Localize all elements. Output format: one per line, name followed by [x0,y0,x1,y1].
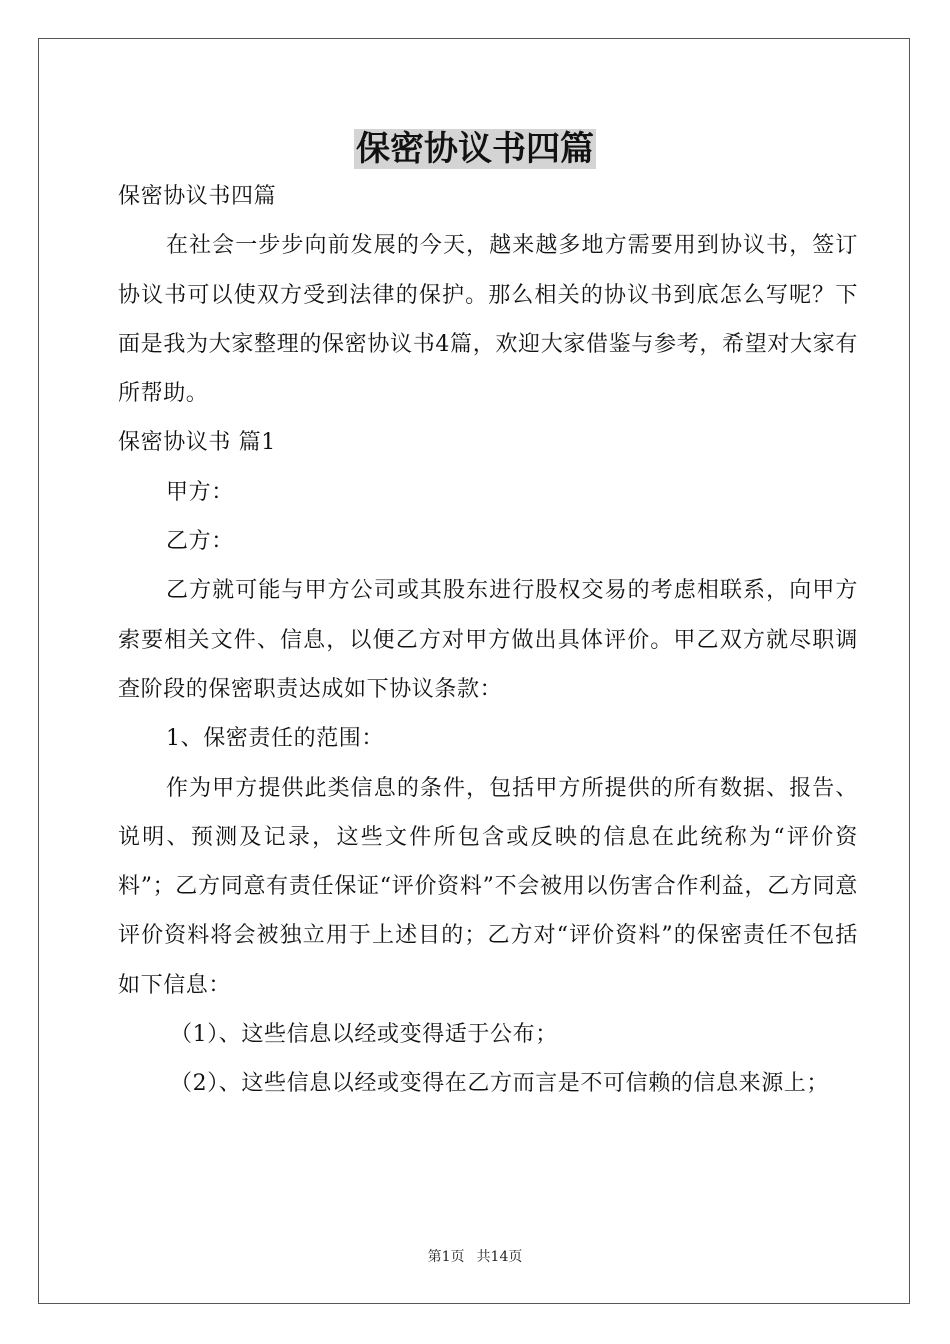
document-title [0,124,950,174]
list-item: （2）、这些信息以经或变得在乙方而言是不可信赖的信息来源上； [170,1071,829,1097]
page-total: 共14页 [476,1249,523,1265]
section-heading: 保密协议书 篇1 [118,430,276,456]
intro-paragraph: 在社会一步步向前发展的今天，越来越多地方需要用到协议书，签订协议书可以使双方受到法律的保护。那么相关的协议书到底怎么写呢？下面是我为大家整理的保密协议书4篇，欢迎大家借鉴与参考，希望对大家有所帮助。 [118,233,858,407]
document-title-text: 保密协议书四篇 [356,129,594,169]
page-footer [0,1246,950,1266]
subtitle-paragraph: 保密协议书四篇 [118,184,277,209]
page-number: 第1页 [427,1249,465,1265]
party-b-line: 乙方： [166,529,234,555]
document-body [118,172,858,1109]
list-item: （1）、这些信息以经或变得适于公布； [170,1022,558,1048]
clause-paragraph: 作为甲方提供此类信息的条件，包括甲方所提供的所有数据、报告、说明、预测及记录，这些文件所包含或反映的信息在此统称为“评价资料”；乙方同意有责任保证“评价资料”不会被用以伤害合作利益，乙方同意评价资料将会被独立用于上述目的；乙方对“评价资料”的保密责任不包括如下信息： [118,775,858,998]
clause-heading: 1、保密责任的范围： [166,726,384,752]
agreement-paragraph: 乙方就可能与甲方公司或其股东进行股权交易的考虑相联系，向甲方索要相关文件、信息，以便乙方对甲方做出具体评价。甲乙双方就尽职调查阶段的保密职责达成如下协议条款： [118,578,858,702]
party-a-line: 甲方： [166,479,234,505]
